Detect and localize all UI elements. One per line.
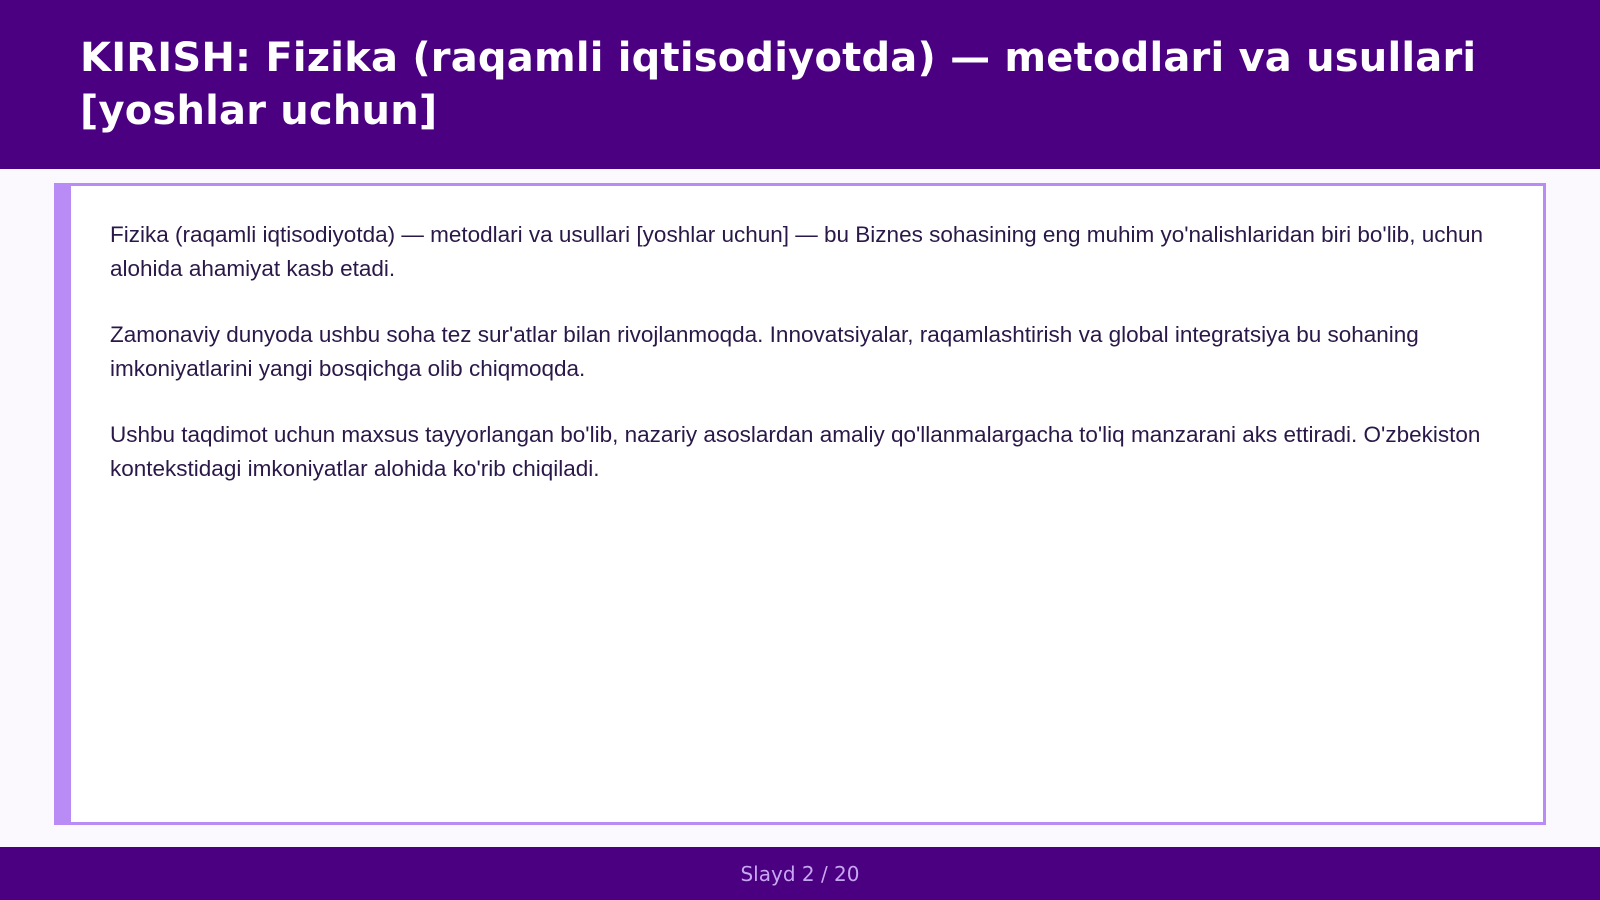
slide-footer (0, 847, 1600, 900)
paragraph-modern-world: Zamonaviy dunyoda ushbu soha tez sur'atlar bilan rivojlanmoqda. Innovatsiyalar, raqamlashtirish va global integratsiya bu sohaning imkoniyatlarini yangi bosqichga olib chiqmoqda. (110, 322, 1419, 381)
paragraph-intro: Fizika (raqamli iqtisodiyotda) — metodlari va usullari [yoshlar uchun] — bu Biznes sohasining eng muhim yo'nalishlaridan biri bo'lib, uchun alohida ahamiyat kasb etadi. (110, 222, 1484, 281)
slide-header (0, 0, 1600, 169)
slide-number: Slayd 2 / 20 (740, 861, 860, 886)
paragraph-presentation-scope: Ushbu taqdimot uchun maxsus tayyorlangan bo'lib, nazariy asoslardan amaliy qo'llanmalargacha to'liq manzarani aks ettiradi. O'zbekiston kontekstidagi imkoniyatlar alohida ko'rib chiqiladi. (110, 422, 1481, 481)
content-panel (54, 183, 1546, 825)
slide-title: KIRISH: Fizika (raqamli iqtisodiyotda) — metodlari va usullari [yoshlar uchun] (80, 35, 1477, 134)
